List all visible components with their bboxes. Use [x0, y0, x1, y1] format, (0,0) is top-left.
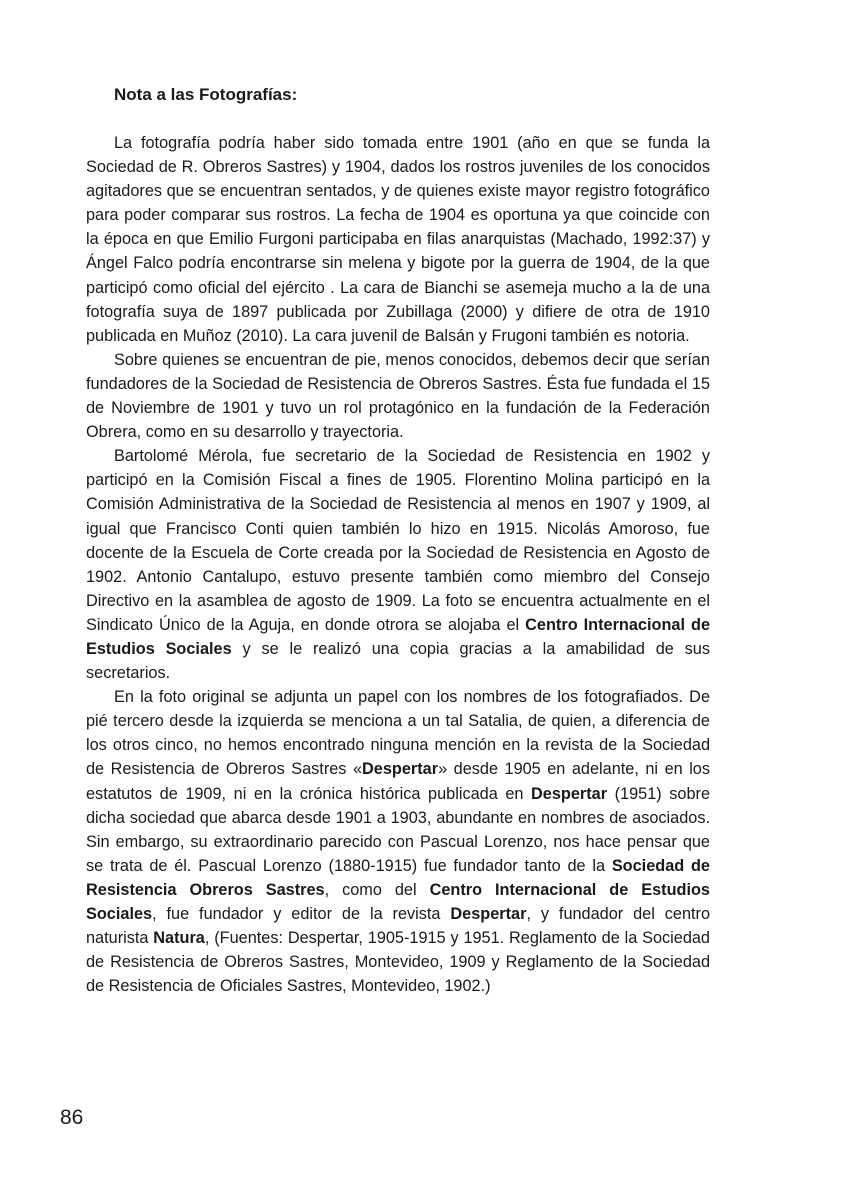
text-run: , y fundador del centro naturista	[86, 905, 710, 948]
paragraph	[86, 131, 710, 348]
text-run: y se le realizó una copia gracias a la amabilidad de sus secretarios.	[86, 639, 710, 683]
bold-text-run: Centro Internacional de Estudios Sociales	[86, 615, 711, 658]
paragraphs-container	[86, 131, 710, 998]
text-run: » desde 1905 en adelante, ni en los estatutos de 1909, ni en la crónica histórica publicada en	[86, 760, 711, 803]
bold-text-run: Despertar	[450, 905, 527, 923]
paragraph	[86, 348, 710, 444]
bold-text-run: Natura	[153, 929, 205, 948]
bold-text-run: Despertar	[531, 784, 608, 803]
text-run: Sobre quienes se encuentran de pie, menos conocidos, debemos decir que serían fundadores de la Sociedad de Resistencia de Obreros Sastres. Ésta fue fundada el 15 de Noviembre de 1901 y tuvo un rol protagónico en la fundación de la Federación Obrera, como en su desarrollo y trayectoria.	[86, 350, 710, 442]
text-run: (1951) sobre dicha sociedad que abarca desde 1901 a 1903, abundante en nombres de asociados. Sin embargo, su extraordinario parecido con Pascual Lorenzo, nos hace pensar que se trata de él. Pascual Lorenzo (1880-1915) fue fundador tanto de la	[86, 784, 710, 875]
text-run: Bartolomé Mérola, fue secretario de la Sociedad de Resistencia en 1902 y participó en la Comisión Fiscal a fines de 1905. Florentino Molina participó en la Comisión Administrativa de la Sociedad de Resistencia al menos en 1907 y 1909, al igual que Francisco Conti quien también lo hizo en 1915. Nicolás Amoroso, fue docente de la Escuela de Corte creada por la Sociedad de Resistencia en Agosto de 1902. Antonio Cantalupo, estuvo presente también como miembro del Consejo Directivo en la asamblea de agosto de 1909. La foto se encuentra actualmente en el Sindicato Único de la Aguja, en donde otrora se alojaba el	[86, 447, 710, 634]
section-heading: Nota a las Fotografías:	[114, 85, 298, 104]
bold-text-run: Centro Internacional de Estudios Sociales	[86, 880, 710, 923]
text-run: , fue fundador y editor de la revista	[152, 905, 451, 923]
text-run: , (Fuentes: Despertar, 1905-1915 y 1951. Reglamento de la Sociedad de Resistencia de Obreros Sastres, Montevideo, 1909 y Reglamento de la Sociedad de Resistencia de Oficiales Sastres, Montevideo, 1902.)	[86, 929, 710, 996]
bold-text-run: Despertar	[362, 760, 439, 779]
spacer	[86, 107, 710, 131]
page-body	[86, 83, 710, 998]
paragraph	[86, 444, 710, 685]
bold-text-run: Sociedad de Resistencia Obreros Sastres	[86, 856, 710, 899]
text-run: La fotografía podría haber sido tomada entre 1901 (año en que se funda la Sociedad de R. Obreros Sastres) y 1904, dados los rostros juveniles de los conocidos agitadores que se encuentran sentados, y de quienes existe mayor registro fotográfico para poder comparar sus rostros. La fecha de 1904 es oportuna ya que coincide con la época en que Emilio Furgoni participaba en filas anarquistas (Machado, 1992:37) y Ángel Falco podría encontrarse sin melena y bigote por la guerra de 1904, de la que participó como oficial del ejército . La cara de Bianchi se asemeja mucho a la de una fotografía suya de 1897 publicada por Zubillaga (2000) y difiere de otra de 1910 publicada en Muñoz (2010). La cara juvenil de Balsán y Frugoni también es notoria.	[86, 134, 710, 345]
paragraph	[86, 685, 710, 998]
page-number: 86	[60, 1106, 84, 1129]
text-run: , como del	[324, 880, 430, 899]
text-run: En la foto original se adjunta un papel con los nombres de los fotografiados. De pié tercero desde la izquierda se menciona a un tal Satalia, de quien, a diferencia de los otros cinco, no hemos encontrado ninguna mención en la revista de la Sociedad de Resistencia de Obreros Sastres «	[86, 688, 710, 779]
